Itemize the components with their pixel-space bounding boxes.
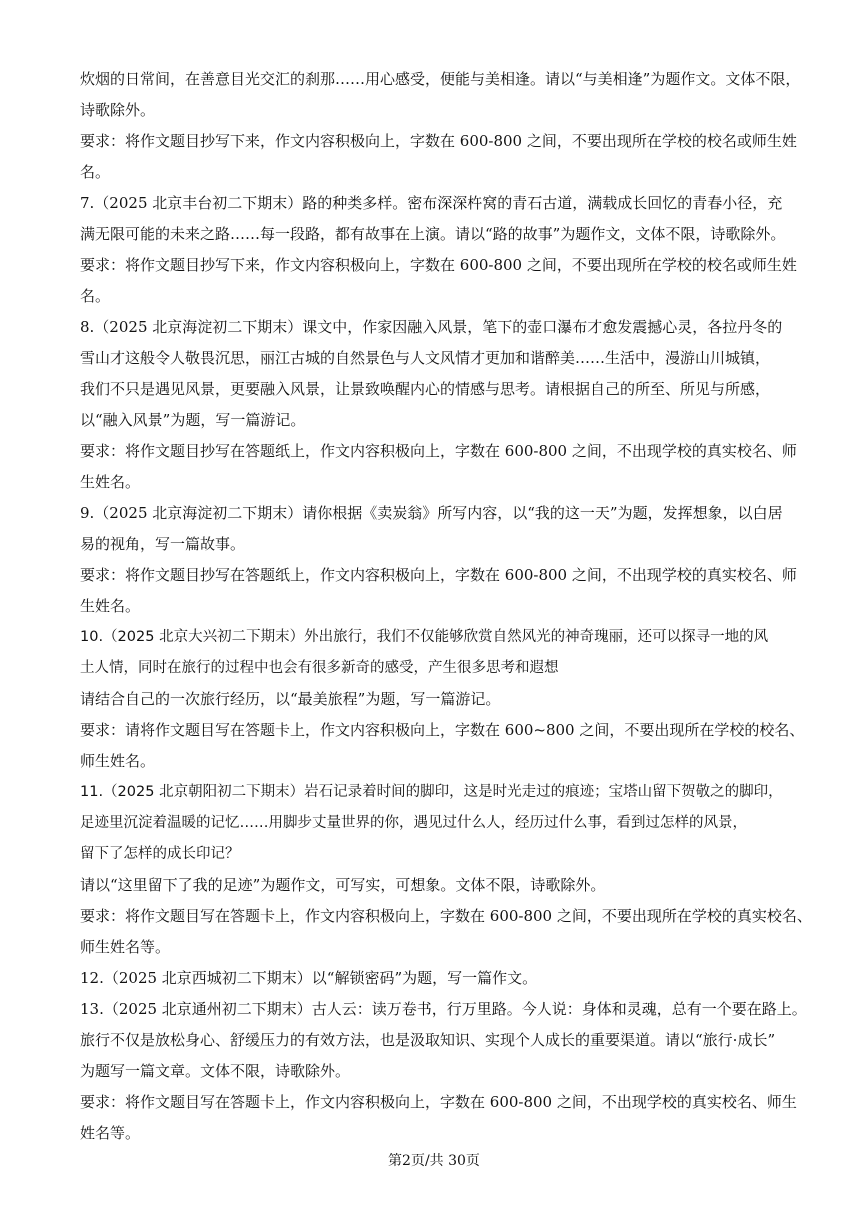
text-line: 雪山才这般令人敬畏沉思，丽江古城的自然景色与人文风情才更加和谐醉美……生活中，漫游山川城镇， bbox=[80, 349, 771, 367]
text-line: 诗歌除外。 bbox=[80, 101, 156, 119]
question-8-line: 8.（2025 北京海淀初二下期末）课文中，作家因融入风景，笔下的壶口瀑布才愈发震撼心灵，各拉丹冬的 bbox=[80, 318, 783, 336]
text-line: 要求：请将作文题目写在答题卡上，作文内容积极向上，字数在 600~800 之间，不要出现所在学校的校名、 bbox=[80, 721, 805, 739]
question-12-line: 12.（2025 北京西城初二下期末）以“解锁密码”为题，写一篇作文。 bbox=[80, 969, 538, 987]
text-line: 请以“这里留下了我的足迹”为题作文，可写实，可想象。文体不限，诗歌除外。 bbox=[80, 876, 606, 894]
text-line: 足迹里沉淀着温暖的记忆……用脚步丈量世界的你，遇见过什么人，经历过什么事，看到过怎样的风景， bbox=[80, 815, 747, 831]
question-10-line: 10.（2025 北京大兴初二下期末）外出旅行，我们不仅能够欣赏自然风光的神奇瑰丽，还可以探寻一地的风 bbox=[80, 629, 769, 645]
text-line: 留下了怎样的成长印记？ bbox=[80, 846, 240, 862]
page-footer: 第2页/共 30页 bbox=[388, 1153, 480, 1169]
question-9-line: 9.（2025 北京海淀初二下期末）请你根据《卖炭翁》所写内容，以“我的这一天”为题，发挥想象，以白居 bbox=[80, 504, 783, 522]
text-line: 生姓名。 bbox=[80, 597, 141, 615]
text-line: 炊烟的日常间，在善意目光交汇的刹那……用心感受，便能与美相逢。请以“与美相逢”为题作文。文体不限， bbox=[80, 70, 801, 88]
text-line: 师生姓名等。 bbox=[80, 938, 171, 956]
text-line: 师生姓名。 bbox=[80, 752, 156, 770]
text-line: 姓名等。 bbox=[80, 1124, 141, 1142]
text-line: 满无限可能的未来之路……每一段路，都有故事在上演。请以“路的故事”为题作文，文体不限，诗歌除外。 bbox=[80, 225, 786, 243]
question-7-line: 7.（2025 北京丰台初二下期末）路的种类多样。密布深深杵窝的青石古道，满载成长回忆的青春小径，充 bbox=[80, 194, 783, 212]
document-body bbox=[80, 64, 812, 1149]
text-line: 土人情，同时在旅行的过程中也会有很多新奇的感受，产生很多思考和遐想 bbox=[80, 660, 559, 676]
text-line: 易的视角，写一篇故事。 bbox=[80, 535, 246, 553]
question-11-line: 11.（2025 北京朝阳初二下期末）岩石记录着时间的脚印，这是时光走过的痕迹；宝塔山留下贺敬之的脚印， bbox=[80, 784, 783, 800]
text-line: 以“融入风景”为题，写一篇游记。 bbox=[80, 411, 306, 429]
text-line: 为题写一篇文章。文体不限，诗歌除外。 bbox=[80, 1062, 351, 1080]
text-line: 要求：将作文题目抄写下来，作文内容积极向上，字数在 600-800 之间，不要出现所在学校的校名或师生姓 bbox=[80, 256, 797, 274]
text-line: 要求：将作文题目抄写下来，作文内容积极向上，字数在 600-800 之间，不要出现所在学校的校名或师生姓 bbox=[80, 132, 797, 150]
text-line: 名。 bbox=[80, 163, 111, 181]
text-line: 名。 bbox=[80, 287, 111, 305]
text-line: 要求：将作文题目抄写在答题纸上，作文内容积极向上，字数在 600-800 之间，不出现学校的真实校名、师 bbox=[80, 566, 797, 584]
text-line: 我们不只是遇见风景，更要融入风景，让景致唤醒内心的情感与思考。请根据自己的所至、所见与所感， bbox=[80, 380, 771, 398]
question-13-line: 13.（2025 北京通州初二下期末）古人云：读万卷书，行万里路。今人说：身体和灵魂，总有一个要在路上。 bbox=[80, 1000, 807, 1018]
text-line: 旅行不仅是放松身心、舒缓压力的有效方法，也是汲取知识、实现个人成长的重要渠道。请以“旅行·成长” bbox=[80, 1031, 776, 1049]
text-line: 要求：将作文题目写在答题卡上，作文内容积极向上，字数在 600-800 之间，不要出现所在学校的真实校名、 bbox=[80, 907, 812, 925]
text-line: 请结合自己的一次旅行经历，以“最美旅程”为题，写一篇游记。 bbox=[80, 690, 501, 708]
text-line: 生姓名。 bbox=[80, 473, 141, 491]
text-line: 要求：将作文题目写在答题卡上，作文内容积极向上，字数在 600-800 之间，不出现学校的真实校名、师生 bbox=[80, 1093, 797, 1111]
text-line: 要求：将作文题目抄写在答题纸上，作文内容积极向上，字数在 600-800 之间，不出现学校的真实校名、师 bbox=[80, 442, 797, 460]
